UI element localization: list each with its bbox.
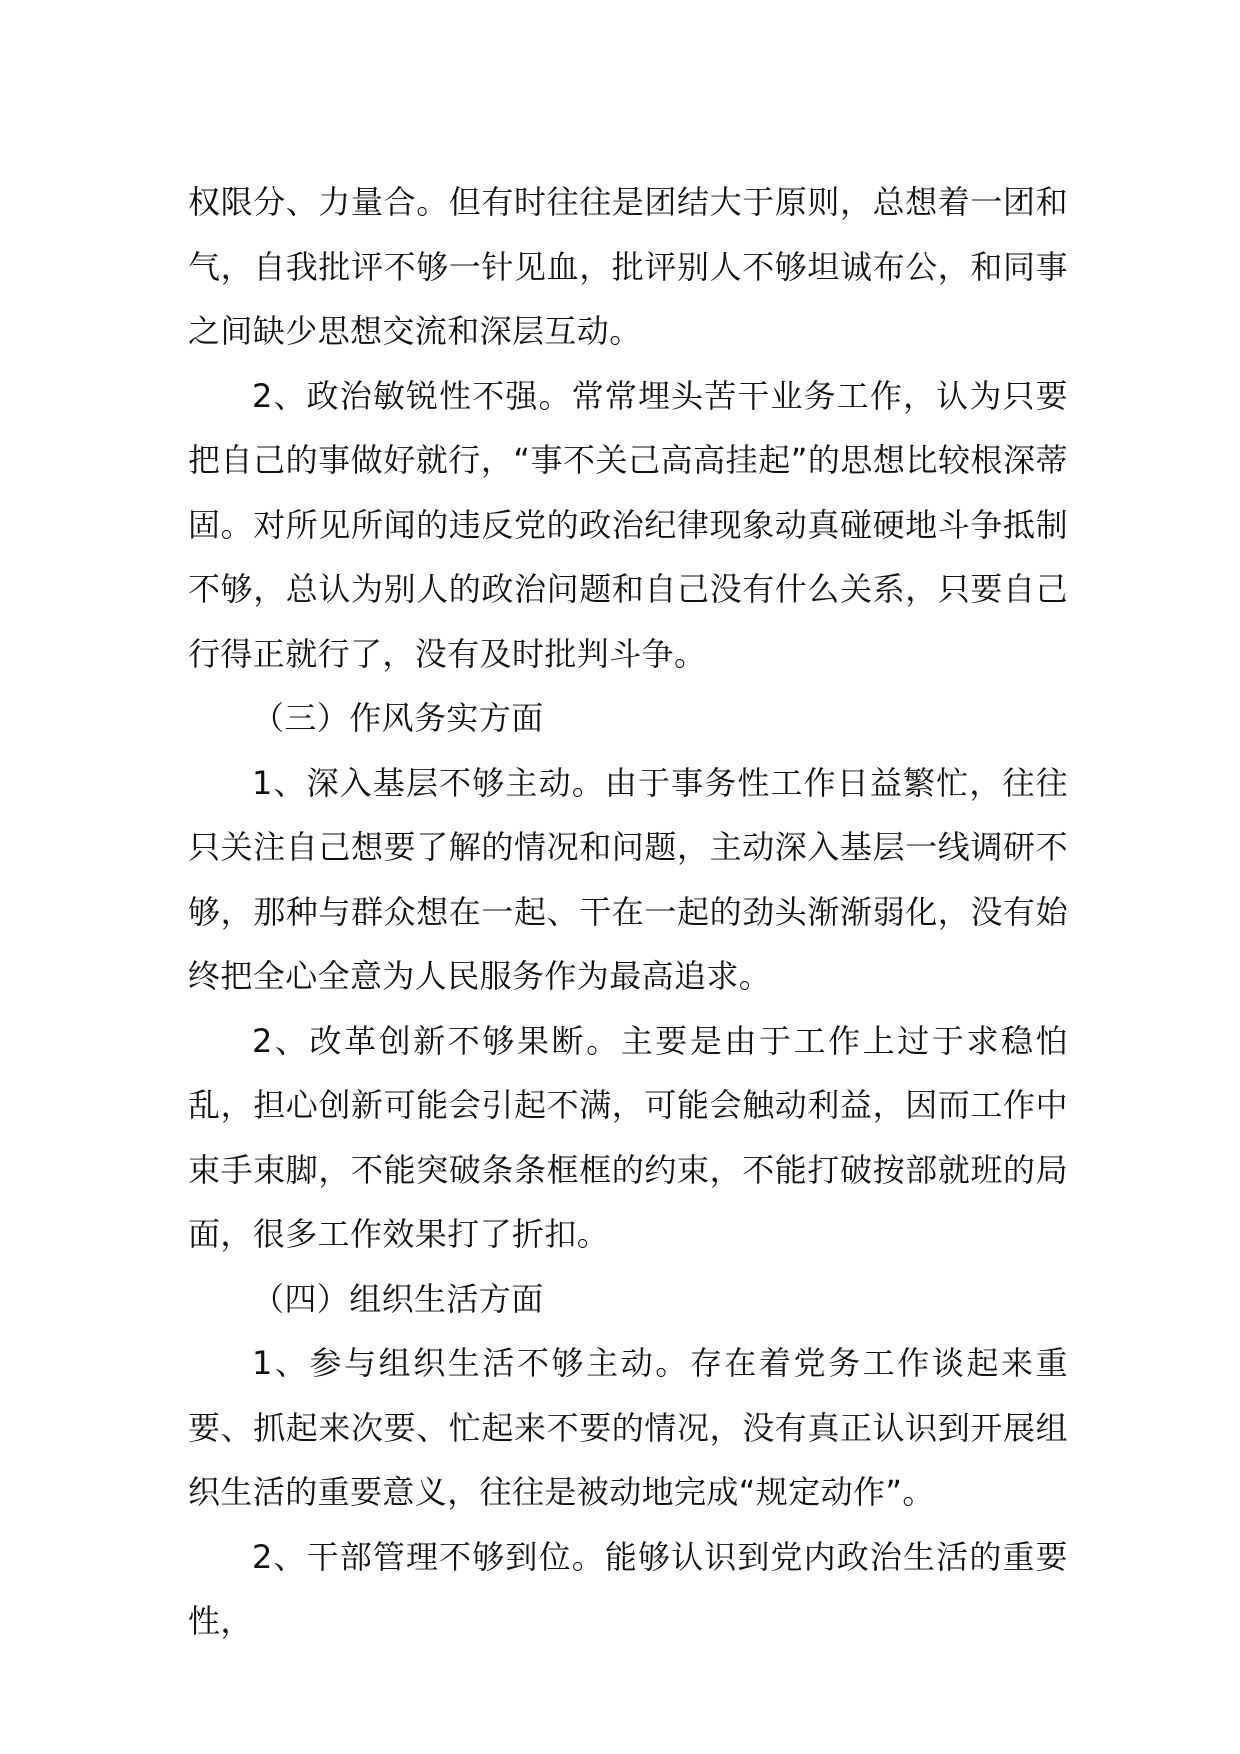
paragraph-cadre-management: 2、干部管理不够到位。能够认识到党内政治生活的重要性， xyxy=(188,1537,1068,1640)
paragraph-political-sensitivity: 2、政治敏锐性不强。常常埋头苦干业务工作，认为只要把自己的事做好就行，“事不关己高高挂起”的思想比较根深蒂固。对所见所闻的违反党的政治纪律现象动真碰硬地斗争抵制不够，总认为别人的政治问题和自己没有什么关系，只要自己行得正就行了，没有及时批判斗争。 xyxy=(188,376,1068,673)
document-body xyxy=(188,170,1068,1654)
paragraph-grassroots: 1、深入基层不够主动。由于事务性工作日益繁忙，往往只关注自己想要了解的情况和问题，主动深入基层一线调研不够，那种与群众想在一起、干在一起的劲头渐渐弱化，没有始终把全心全意为人民服务作为最高追求。 xyxy=(188,763,1068,995)
paragraph-continuation: 权限分、力量合。但有时往往是团结大于原则，总想着一团和气，自我批评不够一针见血，批评别人不够坦诚布公，和同事之间缺少思想交流和深层互动。 xyxy=(188,183,1068,350)
section-heading-work-style: （三）作风务实方面 xyxy=(252,699,544,737)
section-heading-organizational-life: （四）组织生活方面 xyxy=(252,1279,544,1318)
paragraph-reform-innovation: 2、改革创新不够果断。主要是由于工作上过于求稳怕乱，担心创新可能会引起不满，可能会触动利益，因而工作中束手束脚，不能突破条条框框的约束，不能打破按部就班的局面，很多工作效果打了折扣。 xyxy=(188,1021,1068,1253)
paragraph-participation: 1、参与组织生活不够主动。存在着党务工作谈起来重要、抓起来次要、忙起来不要的情况，没有真正认识到开展组织生活的重要意义，往往是被动地完成“规定动作”。 xyxy=(188,1344,1068,1511)
